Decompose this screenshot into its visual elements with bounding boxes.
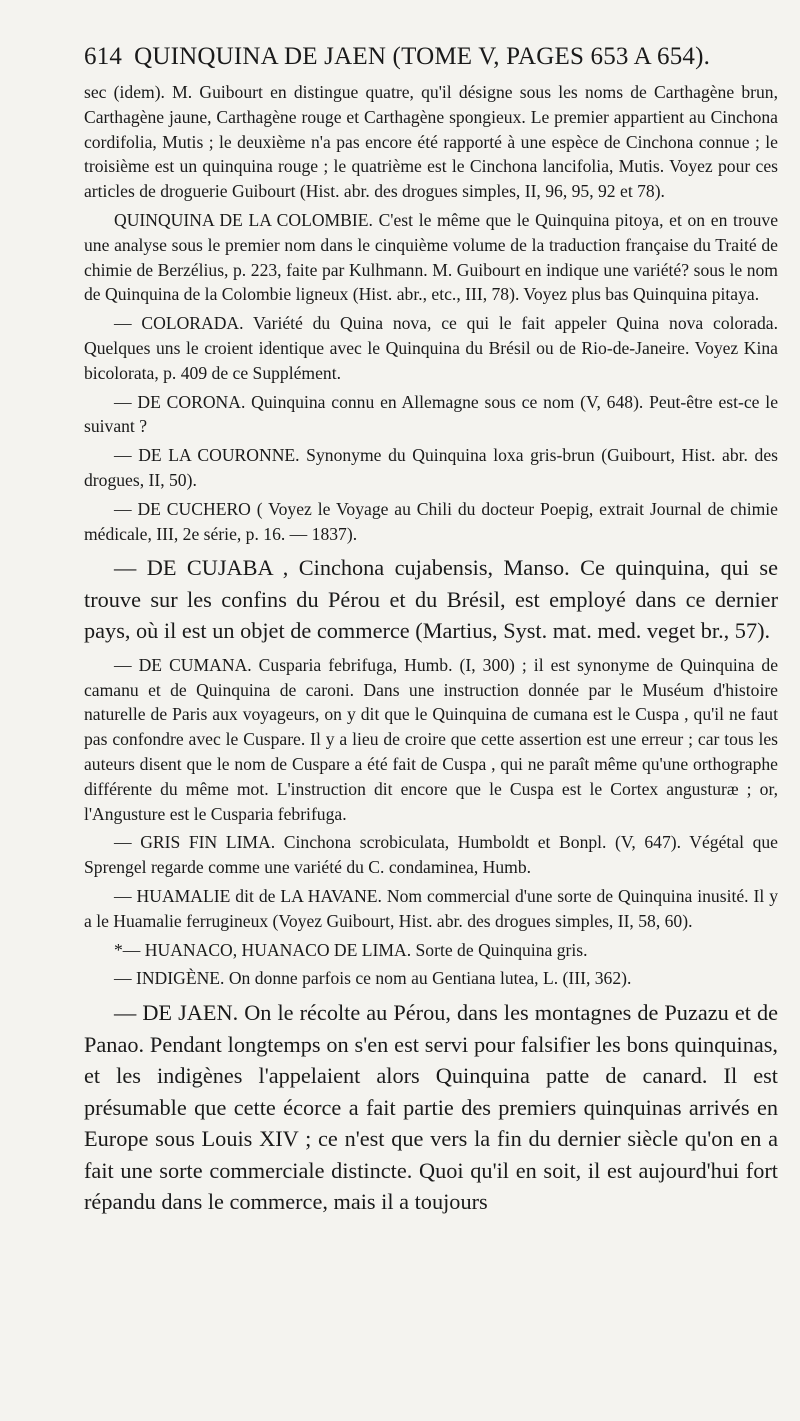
paragraph-cuchero: — DE CUCHERO ( Voyez le Voyage au Chili du docteur Poepig, extrait Journal de chimie médicale, III, 2e série, p. 16. — 1837). xyxy=(84,498,778,544)
paragraph-huanaco: *— HUANACO, HUANACO DE LIMA. Sorte de Quinquina gris. xyxy=(114,939,588,960)
running-header xyxy=(84,40,778,74)
paragraph-huamalie: — HUAMALIE dit de LA HAVANE. Nom commercial d'une sorte de Quinquina inusité. Il y a le Huamalie ferrugineux (Voyez Guibourt, Hist. abr. des drogues simples, II, 58, 60). xyxy=(84,886,778,931)
paragraph-couronne: — DE LA COURONNE. Synonyme du Quinquina loxa gris-brun (Guibourt, Hist. abr. des drogues, II, 50). xyxy=(84,445,778,490)
paragraph-colombie: QUINQUINA DE LA COLOMBIE. C'est le même que le Quinquina pitoya, et on en trouve une analyse sous le premier nom dans le cinquième volume de la traduction française du Traité de chimie de Berzélius, p. 223, faite par Kulhmann. M. Guibourt en indique une variété? sous le nom de Quinquina de la Colombie ligneux (Hist. abr., etc., III, 78). Voyez plus bas Quinquina pitaya. xyxy=(84,209,778,305)
paragraph-indigene: — INDIGÈNE. On donne parfois ce nom au Gentiana lutea, L. (III, 362). xyxy=(114,968,632,989)
paragraph-jaen: — DE JAEN. On le récolte au Pérou, dans les montagnes de Puzazu et de Panao. Pendant longtemps on s'en est servi pour falsifier les bons quinquinas, et les indigènes l'appelaient alors Quinquina patte de canard. Il est présumable que cette écorce a fait partie des premiers quinquinas arrivés en Europe sous Louis XIV ; ce n'est que vers la fin du dernier siècle qu'on en a fait une sorte commerciale distincte. Quoi qu'il en soit, il est aujourd'hui fort répandu dans le commerce, mais il a toujours xyxy=(84,1000,778,1215)
paragraph-gris-fin-lima: — GRIS FIN LIMA. Cinchona scrobiculata, Humboldt et Bonpl. (V, 647). Végétal que Sprengel regarde comme une variété du C. condaminea, Humb. xyxy=(84,832,778,878)
page-number: 614 xyxy=(84,43,123,70)
paragraph-corona: — DE CORONA. Quinquina connu en Allemagne sous ce nom (V, 648). Peut-être est-ce le suivant ? xyxy=(84,391,778,437)
page-title: QUINQUINA DE JAEN (TOME V, PAGES 653 A 654). xyxy=(134,43,711,70)
paragraph-colorada: — COLORADA. Variété du Quina nova, ce qui le fait appeler Quina nova colorada. Quelques uns le croient identique avec le Quinquina du Brésil ou de Rio-de-Janeire. Voyez Kina bicolorata, p. 409 de ce Supplément. xyxy=(84,313,778,383)
paragraph-cumana: — DE CUMANA. Cusparia febrifuga, Humb. (I, 300) ; il est synonyme de Quinquina de camanu et de Quinquina de caroni. Dans une instruction donnée par le Muséum d'histoire naturelle de Paris aux voyageurs, on y dit que le Quinquina de cumana est le Cuspa , qu'il ne faut pas confondre avec le Cuspare. Il y a lieu de croire que cette assertion est une erreur ; car tous les auteurs disent que le nom de Cuspare a été fait de Cuspa , qui ne paraît même qu'une orthographe différente du même mot. L'instruction dit encore que le Cuspa est le Cortex angusturæ ; or, l'Angusture est le Cusparia febrifuga. xyxy=(84,654,778,824)
paragraph-carthagene: sec (idem). M. Guibourt en distingue quatre, qu'il désigne sous les noms de Carthagène brun, Carthagène jaune, Carthagène rouge et Carthagène spongieux. Le premier appartient au Cinchona cordifolia, Mutis ; le deuxième n'a pas encore été rapporté à une espèce de Cinchona connue ; le troisième est un quinquina rouge ; le quatrième est le Cinchona lancifolia, Mutis. Voyez pour ces articles de droguerie Guibourt (Hist. abr. des drogues simples, II, 96, 95, 92 et 78). xyxy=(84,82,778,202)
paragraph-cujaba: — DE CUJABA , Cinchona cujabensis, Manso. Ce quinquina, qui se trouve sur les confins du Pérou et du Brésil, est employé dans ce dernier pays, où il est un objet de commerce (Martius, Syst. mat. med. veget br., 57). xyxy=(84,555,778,644)
